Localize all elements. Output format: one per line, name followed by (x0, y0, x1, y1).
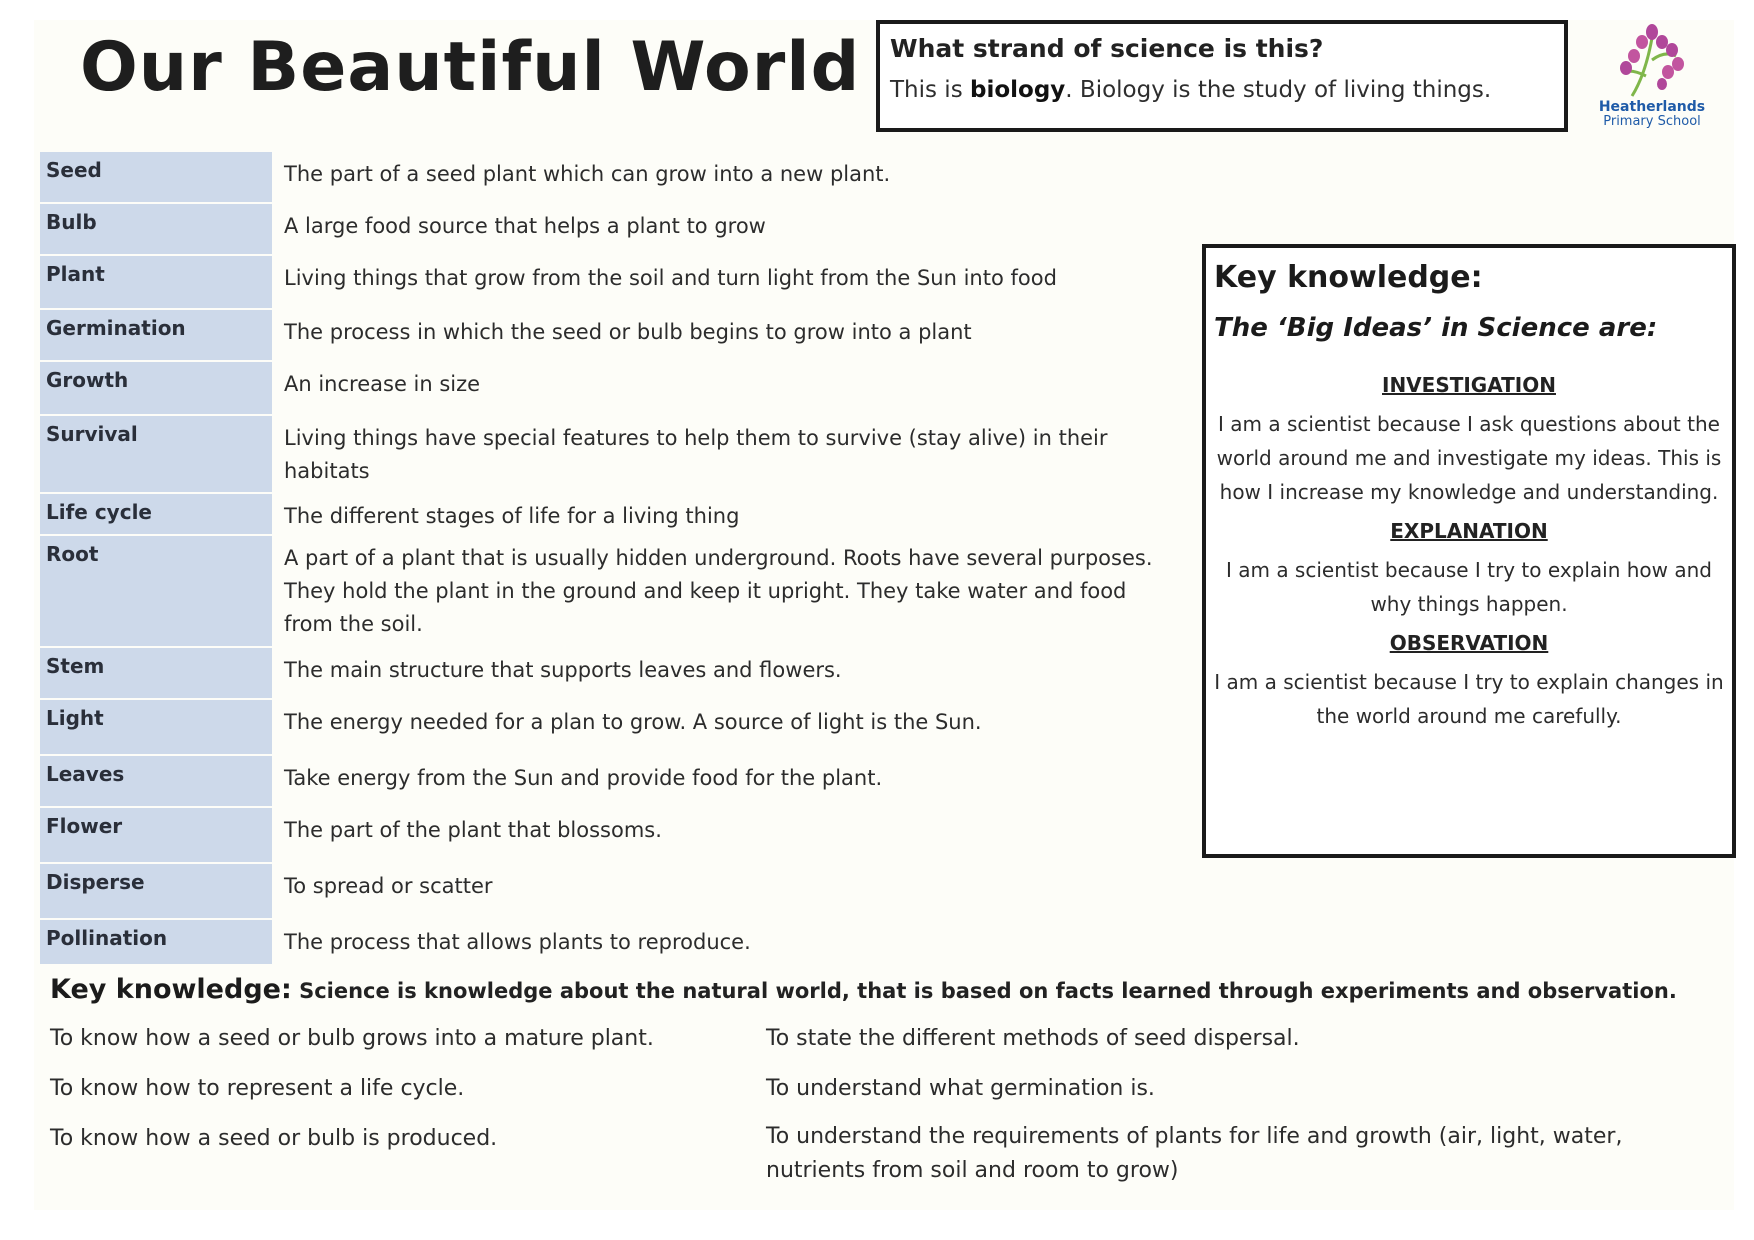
vocab-term: Bulb (40, 204, 272, 254)
vocab-row-disperse (40, 864, 1180, 920)
logo-subtitle: Primary School (1603, 114, 1701, 129)
vocab-term: Growth (40, 362, 272, 414)
vocab-row-root (40, 536, 1180, 648)
vocab-term: Germination (40, 310, 272, 360)
vocab-definition: To spread or scatter (284, 874, 493, 898)
strand-question: What strand of science is this? (890, 34, 1324, 63)
vocab-row-plant (40, 256, 1180, 310)
vocab-term: Flower (40, 808, 272, 862)
vocab-row-flower (40, 808, 1180, 864)
learning-goal: To state the different methods of seed dispersal. (766, 1026, 1300, 1051)
vocab-definition: A part of a plant that is usually hidden underground. Roots have several purposes. They hold the plant in the ground and keep it upright. They take water and food from the soil. (284, 546, 1153, 636)
vocab-definition: The process that allows plants to reproduce. (284, 930, 751, 954)
observation-text: I am a scientist because I try to explain changes in the world around me carefully. (1214, 670, 1724, 728)
vocab-term: Stem (40, 648, 272, 698)
vocab-row-germination (40, 310, 1180, 362)
observation-heading: OBSERVATION (1389, 631, 1549, 655)
vocab-definition: The different stages of life for a living thing (284, 504, 740, 528)
strand-answer (890, 77, 1554, 103)
vocab-definition: The process in which the seed or bulb begins to grow into a plant (284, 320, 972, 344)
vocab-term: Seed (40, 152, 272, 202)
vocab-row-bulb (40, 204, 1180, 256)
strand-answer-prefix: This is (890, 77, 970, 103)
learning-goal: To understand the requirements of plants for life and growth (air, light, water, nutrients from soil and room to grow) (766, 1124, 1623, 1183)
vocabulary-table (40, 152, 1180, 966)
vocab-row-life-cycle (40, 494, 1180, 536)
vocab-definition: The energy needed for a plan to grow. A source of light is the Sun. (284, 710, 982, 734)
vocab-row-pollination (40, 920, 1180, 966)
vocab-term: Life cycle (40, 494, 272, 534)
bottom-key-knowledge-lead: Key knowledge: (50, 974, 292, 1005)
vocab-definition: A large food source that helps a plant to grow (284, 214, 766, 238)
vocab-term: Survival (40, 416, 272, 492)
vocab-row-leaves (40, 756, 1180, 808)
vocab-term: Leaves (40, 756, 272, 806)
big-ideas-box (1202, 244, 1736, 858)
bottom-key-knowledge (50, 974, 1730, 1005)
school-logo (1590, 20, 1714, 140)
learning-goal: To understand what germination is. (766, 1076, 1155, 1101)
vocab-row-seed (40, 152, 1180, 204)
learning-goals-left (50, 1020, 750, 1170)
vocab-term: Light (40, 700, 272, 754)
big-ideas-subtitle: The ‘Big Ideas’ in Science are: (1214, 313, 1658, 343)
vocab-row-stem (40, 648, 1180, 700)
logo-name: Heatherlands (1598, 99, 1706, 115)
vocab-term: Pollination (40, 920, 272, 964)
vocab-row-light (40, 700, 1180, 756)
vocab-row-growth (40, 362, 1180, 416)
vocab-definition: The part of a seed plant which can grow into a new plant. (284, 162, 891, 186)
vocab-definition: An increase in size (284, 372, 481, 396)
page-title: Our Beautiful World (80, 28, 861, 107)
learning-goal: To know how a seed or bulb is produced. (50, 1126, 498, 1151)
vocab-term: Disperse (40, 864, 272, 918)
explanation-heading: EXPLANATION (1390, 519, 1548, 543)
learning-goal: To know how a seed or bulb grows into a mature plant. (50, 1026, 654, 1051)
investigation-heading: INVESTIGATION (1382, 373, 1556, 397)
bottom-key-knowledge-statement: Science is knowledge about the natural world, that is based on facts learned through experiments and observation. (291, 979, 1677, 1003)
vocab-term: Root (40, 536, 272, 646)
vocab-row-survival (40, 416, 1180, 494)
vocab-definition: The main structure that supports leaves and flowers. (284, 658, 842, 682)
strand-box (876, 20, 1568, 132)
big-ideas-title: Key knowledge: (1214, 260, 1483, 295)
explanation-text: I am a scientist because I try to explain how and why things happen. (1225, 558, 1713, 616)
vocab-definition: Take energy from the Sun and provide food for the plant. (284, 766, 883, 790)
learning-goals-right (766, 1020, 1666, 1200)
vocab-definition: Living things that grow from the soil and turn light from the Sun into food (284, 266, 1057, 290)
learning-goal: To know how to represent a life cycle. (50, 1076, 465, 1101)
vocab-term: Plant (40, 256, 272, 308)
strand-answer-bold: biology (970, 77, 1066, 103)
vocab-definition: Living things have special features to help them to survive (stay alive) in their habitats (284, 426, 1108, 483)
vocab-definition: The part of the plant that blossoms. (284, 818, 662, 842)
investigation-text: I am a scientist because I ask questions about the world around me and investigate my ideas. This is how I increase my knowledge and understanding. (1216, 412, 1722, 504)
heather-flower-icon (1612, 20, 1692, 100)
strand-answer-suffix: . Biology is the study of living things. (1065, 77, 1492, 103)
